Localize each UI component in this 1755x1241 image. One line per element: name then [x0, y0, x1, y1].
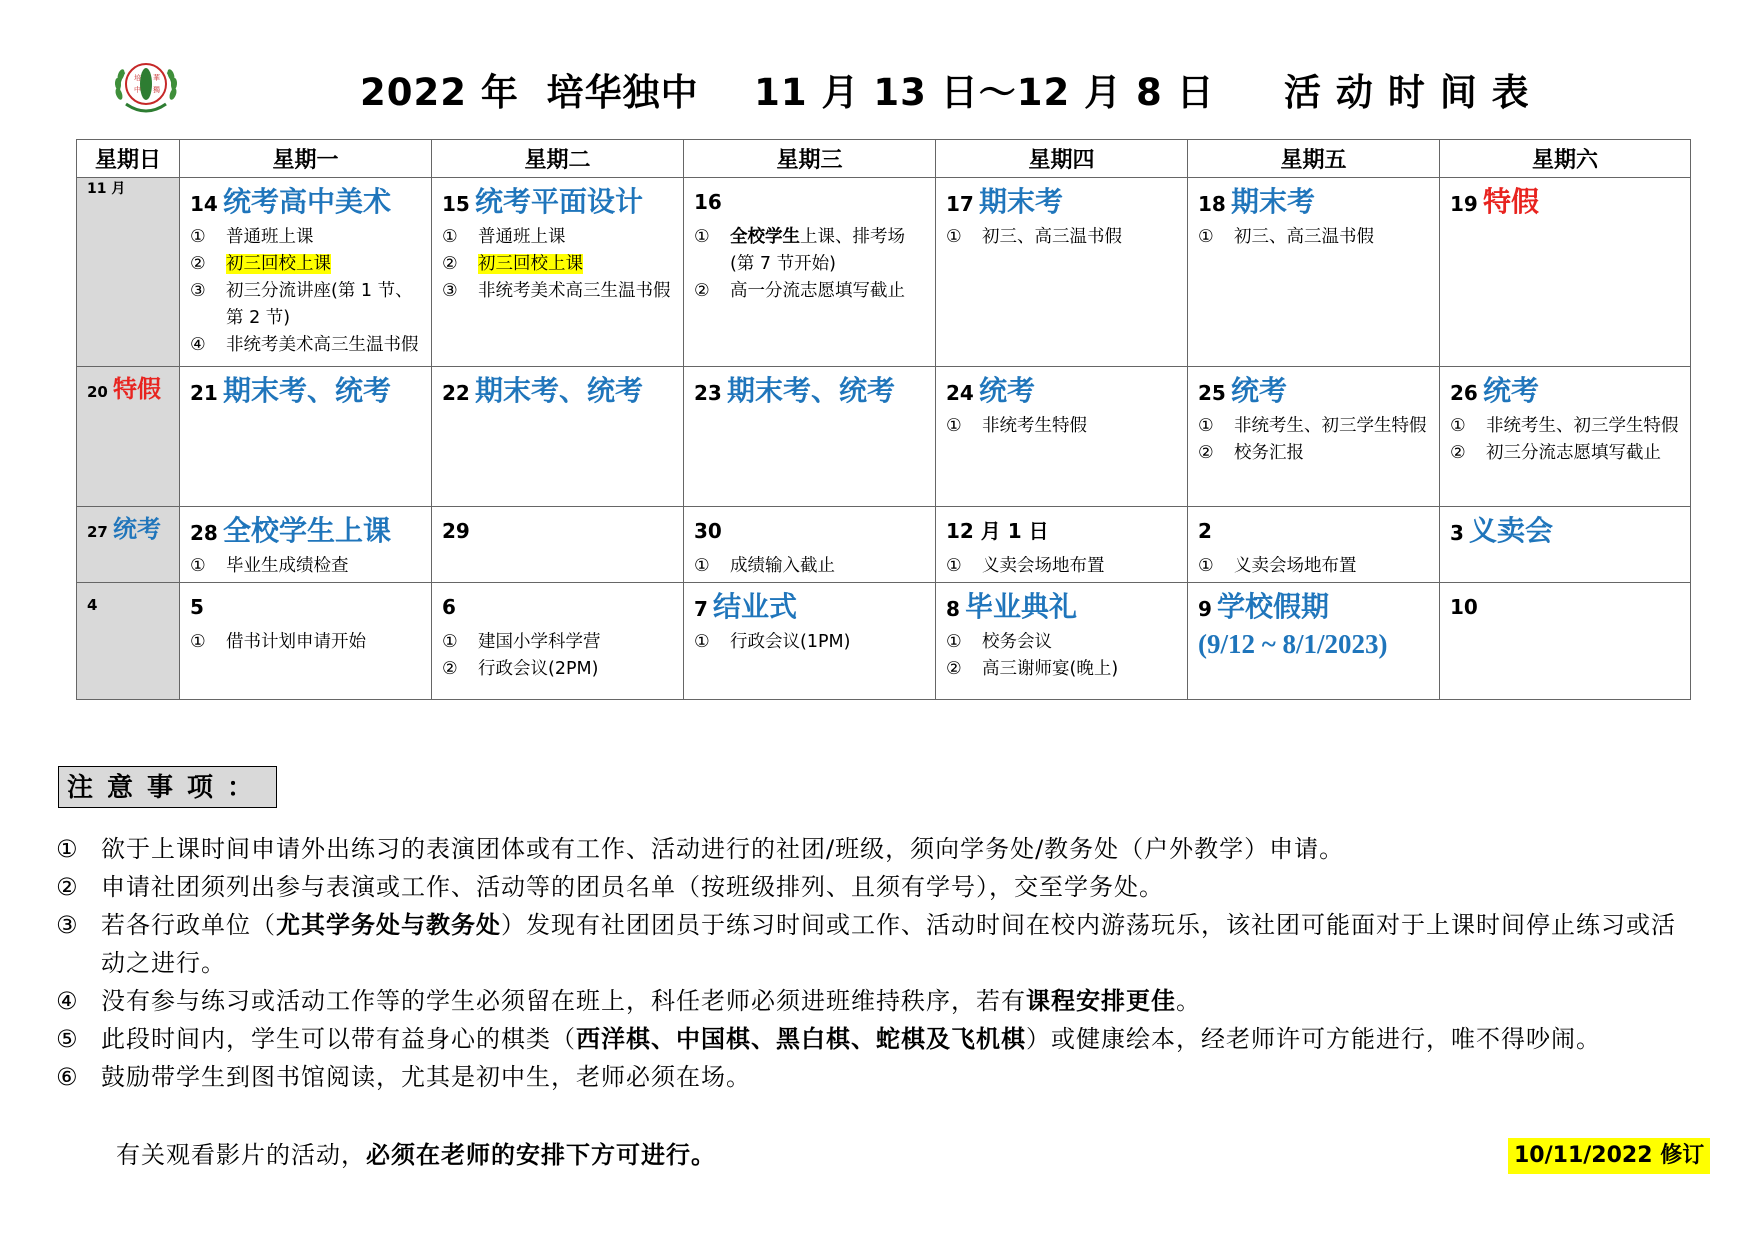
item-marker: ③ [190, 281, 206, 301]
item-marker: ① [442, 227, 458, 247]
weekday-header: 星期六 [1440, 140, 1691, 178]
weekday-header: 星期二 [432, 140, 684, 178]
day-item [442, 224, 677, 251]
note-marker: ① [56, 835, 79, 863]
item-text: 非统考生、初三学生特假 [1234, 416, 1427, 436]
day-event-title: 特假 [112, 375, 161, 403]
item-text: 上课、排考场(第 7 节开始) [730, 227, 905, 274]
item-text-bold: 全校学生 [730, 227, 800, 247]
note-marker: ③ [56, 911, 79, 939]
item-text: 初三分流志愿填写截止 [1486, 443, 1661, 463]
note-text: ）或健康绘本，经老师许可方能进行，唯不得吵闹。 [1026, 1025, 1601, 1053]
item-text: 行政会议(1PM) [730, 632, 851, 652]
item-marker: ① [1198, 227, 1214, 247]
day-number: 30 [694, 519, 722, 543]
calendar-day-cell [180, 507, 432, 583]
calendar-day-cell [432, 178, 684, 367]
day-items-list [946, 629, 1181, 683]
day-item [190, 224, 425, 251]
note-item [56, 1020, 1696, 1058]
day-event-title: 期末考、统考 [222, 374, 391, 407]
day-number: 19 [1450, 192, 1478, 216]
item-text: 非统考生、初三学生特假 [1486, 416, 1679, 436]
calendar-day-cell [1440, 583, 1691, 700]
note-marker: ② [56, 873, 79, 901]
calendar-day-cell [180, 178, 432, 367]
item-marker: ② [1450, 443, 1466, 463]
calendar-day-cell [936, 583, 1188, 700]
calendar-day-cell [180, 367, 432, 507]
note-marker: ④ [56, 987, 79, 1015]
calendar-day-cell [77, 507, 180, 583]
calendar-day-cell [77, 367, 180, 507]
notes-extra-bold: 必须在老师的安排下方可进行。 [366, 1141, 716, 1169]
day-number: 26 [1450, 381, 1478, 405]
day-items-list [946, 413, 1181, 440]
calendar-week-row [77, 507, 1691, 583]
day-item [694, 224, 929, 278]
activity-calendar [76, 139, 1691, 700]
weekday-header-row [77, 140, 1691, 178]
day-item [190, 251, 425, 278]
item-text: 初三分流讲座(第 1 节、第 2 节) [226, 281, 413, 328]
day-item [1198, 440, 1433, 467]
day-items-list [946, 553, 1181, 580]
day-items-list [694, 224, 929, 305]
revision-date: 10/11/2022 修订 [1508, 1138, 1710, 1174]
day-items-list [1198, 553, 1433, 580]
calendar-day-cell [936, 367, 1188, 507]
notes-list [56, 830, 1696, 1096]
day-number: 14 [190, 192, 218, 216]
note-item [56, 830, 1696, 868]
item-marker: ② [442, 659, 458, 679]
day-item [190, 332, 425, 359]
weekday-header: 星期一 [180, 140, 432, 178]
note-text-bold: 课程安排更佳 [1026, 987, 1176, 1015]
day-item [190, 278, 425, 332]
holiday-range: (9/12 ~ 8/1/2023) [1198, 629, 1388, 659]
day-number: 21 [190, 381, 218, 405]
item-marker: ① [946, 227, 962, 247]
day-event-title: 结业式 [713, 590, 798, 623]
item-marker: ① [442, 632, 458, 652]
day-number: 9 [1198, 597, 1212, 621]
calendar-day-cell [432, 507, 684, 583]
item-marker: ① [190, 632, 206, 652]
day-item [442, 629, 677, 656]
item-text: 初三、高三温书假 [982, 227, 1122, 247]
item-marker: ① [946, 632, 962, 652]
day-number: 12 月 1 日 [946, 519, 1049, 543]
calendar-day-cell [936, 178, 1188, 367]
day-item [190, 553, 425, 580]
notes-extra-plain: 有关观看影片的活动， [116, 1141, 366, 1169]
calendar-day-cell [1188, 178, 1440, 367]
item-text: 成绩输入截止 [730, 556, 835, 576]
day-number: 16 [694, 190, 722, 214]
item-marker: ② [946, 659, 962, 679]
day-item [1198, 553, 1433, 580]
item-text: 义卖会场地布置 [982, 556, 1105, 576]
weekday-header: 星期三 [684, 140, 936, 178]
day-event-title: 统考 [112, 515, 161, 543]
day-number: 25 [1198, 381, 1226, 405]
day-items-list [694, 553, 929, 580]
day-item [694, 278, 929, 305]
item-text: 普通班上课 [478, 227, 566, 247]
calendar-day-cell [936, 507, 1188, 583]
calendar-day-cell [432, 583, 684, 700]
calendar-day-cell [1188, 583, 1440, 700]
page-title: 2022 年 培华独中 11 月 13 日～12 月 8 日 活 动 时 间 表 [360, 71, 1530, 114]
calendar-week-row [77, 178, 1691, 367]
day-event-title: 统考 [978, 374, 1035, 407]
note-text-bold: 西洋棋、中国棋、黑白棋、蛇棋及飞机棋 [576, 1025, 1026, 1053]
calendar-day-cell [1188, 367, 1440, 507]
day-item [1198, 413, 1433, 440]
day-number: 27 [87, 523, 108, 541]
item-text: 借书计划申请开始 [226, 632, 366, 652]
day-items-list [946, 224, 1181, 251]
day-number: 6 [442, 595, 456, 619]
calendar-day-cell [684, 367, 936, 507]
day-item [946, 629, 1181, 656]
item-text: 毕业生成绩检查 [226, 556, 349, 576]
day-number: 15 [442, 192, 470, 216]
day-event-title: 毕业典礼 [965, 590, 1078, 623]
day-event-title: 统考 [1482, 374, 1539, 407]
item-marker: ① [190, 556, 206, 576]
day-items-list [190, 629, 425, 656]
calendar-day-cell [77, 583, 180, 700]
day-number: 2 [1198, 519, 1212, 543]
calendar-day-cell [1440, 178, 1691, 367]
item-marker: ① [946, 416, 962, 436]
crest-text-2: 華 [153, 74, 160, 82]
day-number: 23 [694, 381, 722, 405]
item-text: 初三回校上课 [478, 254, 583, 274]
day-item [946, 553, 1181, 580]
calendar-day-cell [1440, 507, 1691, 583]
item-marker: ① [694, 227, 710, 247]
calendar-day-cell [432, 367, 684, 507]
day-items-list [1450, 413, 1684, 467]
day-event-title: 期末考 [978, 185, 1063, 218]
day-items-list [1198, 224, 1433, 251]
item-text: 初三、高三温书假 [1234, 227, 1374, 247]
notes-extra-line [116, 1136, 716, 1174]
item-marker: ② [190, 254, 206, 274]
calendar-day-cell [684, 178, 936, 367]
item-text: 校务会议 [982, 632, 1052, 652]
day-number: 24 [946, 381, 974, 405]
item-text: 建国小学科学营 [478, 632, 601, 652]
note-marker: ⑤ [56, 1025, 79, 1053]
day-event-title: 统考平面设计 [474, 185, 643, 218]
crest-text-4: 獨 [153, 86, 160, 94]
item-text: 非统考生特假 [982, 416, 1087, 436]
day-item [694, 629, 929, 656]
item-text: 非统考美术高三生温书假 [226, 335, 419, 355]
calendar-day-cell [684, 583, 936, 700]
note-text-bold: 尤其学务处与教务处 [276, 911, 501, 939]
note-item [56, 868, 1696, 906]
note-marker: ⑥ [56, 1063, 79, 1091]
note-text: 若各行政单位（ [101, 911, 276, 939]
day-item [442, 656, 677, 683]
day-number: 4 [87, 596, 98, 614]
item-marker: ① [1198, 556, 1214, 576]
day-event-title: 期末考、统考 [474, 374, 643, 407]
calendar-day-cell [684, 507, 936, 583]
item-marker: ② [694, 281, 710, 301]
calendar-day-cell [77, 178, 180, 367]
month-label: 11 月 [87, 181, 126, 197]
note-item [56, 906, 1696, 982]
day-items-list [190, 553, 425, 580]
day-item [694, 553, 929, 580]
note-text: 。 [1176, 987, 1201, 1015]
day-event-title: 统考高中美术 [222, 185, 391, 218]
calendar-day-cell [1188, 507, 1440, 583]
day-items-list [1198, 413, 1433, 467]
note-item [56, 982, 1696, 1020]
day-item [1450, 413, 1684, 440]
calendar-day-cell [1440, 367, 1691, 507]
day-item [190, 629, 425, 656]
day-item [1198, 224, 1433, 251]
item-marker: ① [1450, 416, 1466, 436]
day-event-title: 期末考 [1230, 185, 1315, 218]
item-text: 非统考美术高三生温书假 [478, 281, 671, 301]
item-marker: ① [190, 227, 206, 247]
note-text: 没有参与练习或活动工作等的学生必须留在班上，科任老师必须进班维持秩序，若有 [101, 987, 1026, 1015]
day-number: 18 [1198, 192, 1226, 216]
day-number: 8 [946, 597, 960, 621]
day-event-title: 学校假期 [1217, 590, 1330, 623]
day-number: 10 [1450, 595, 1478, 619]
day-items-list [442, 629, 677, 683]
day-event-title: 期末考、统考 [726, 374, 895, 407]
day-number: 29 [442, 519, 470, 543]
weekday-header: 星期四 [936, 140, 1188, 178]
calendar-day-cell [180, 583, 432, 700]
day-item [946, 413, 1181, 440]
day-event-title: 义卖会 [1469, 514, 1554, 547]
item-text: 行政会议(2PM) [478, 659, 599, 679]
weekday-header: 星期日 [77, 140, 180, 178]
item-text: 高一分流志愿填写截止 [730, 281, 905, 301]
school-crest-icon [110, 54, 182, 126]
day-event-title: 统考 [1230, 374, 1287, 407]
item-text: 高三谢师宴(晚上) [982, 659, 1119, 679]
item-marker: ① [1198, 416, 1214, 436]
weekday-header: 星期五 [1188, 140, 1440, 178]
item-marker: ② [442, 254, 458, 274]
item-text: 校务汇报 [1234, 443, 1304, 463]
day-item [442, 251, 677, 278]
note-text: ）发现有社团团员于练习时间或工作、活动时间在校内游荡玩乐，该社团可能面对于上课时间停止练习或活动之进行。 [101, 911, 1676, 977]
day-items-list [190, 224, 425, 359]
day-number: 17 [946, 192, 974, 216]
notes-heading: 注意事项： [58, 766, 277, 808]
item-marker: ① [694, 556, 710, 576]
item-marker: ① [946, 556, 962, 576]
day-number: 22 [442, 381, 470, 405]
day-number: 28 [190, 521, 218, 545]
day-item [1450, 440, 1684, 467]
item-text: 义卖会场地布置 [1234, 556, 1357, 576]
item-marker: ④ [190, 335, 206, 355]
note-text: 申请社团须列出参与表演或工作、活动等的团员名单（按班级排列、且须有学号），交至学务处。 [101, 873, 1164, 901]
crest-text-1: 培 [134, 74, 141, 82]
note-text: 此段时间内，学生可以带有益身心的棋类（ [101, 1025, 576, 1053]
day-number: 5 [190, 595, 204, 619]
note-text: 欲于上课时间申请外出练习的表演团体或有工作、活动进行的社团/班级，须向学务处/教务处（户外教学）申请。 [101, 835, 1345, 863]
day-number: 20 [87, 383, 108, 401]
day-event-title: 全校学生上课 [222, 514, 391, 547]
day-items-list [442, 224, 677, 305]
item-marker: ② [1198, 443, 1214, 463]
crest-text-3: 中 [134, 86, 141, 94]
item-text: 普通班上课 [226, 227, 314, 247]
calendar-week-row [77, 583, 1691, 700]
day-event-title: 特假 [1482, 185, 1539, 218]
day-item [946, 656, 1181, 683]
item-text: 初三回校上课 [226, 254, 331, 274]
day-item [946, 224, 1181, 251]
item-marker: ① [694, 632, 710, 652]
day-number: 3 [1450, 521, 1464, 545]
item-marker: ③ [442, 281, 458, 301]
note-item [56, 1058, 1696, 1096]
calendar-week-row [77, 367, 1691, 507]
day-number: 7 [694, 597, 708, 621]
day-items-list [694, 629, 929, 656]
day-item [442, 278, 677, 305]
note-text: 鼓励带学生到图书馆阅读，尤其是初中生，老师必须在场。 [101, 1063, 751, 1091]
